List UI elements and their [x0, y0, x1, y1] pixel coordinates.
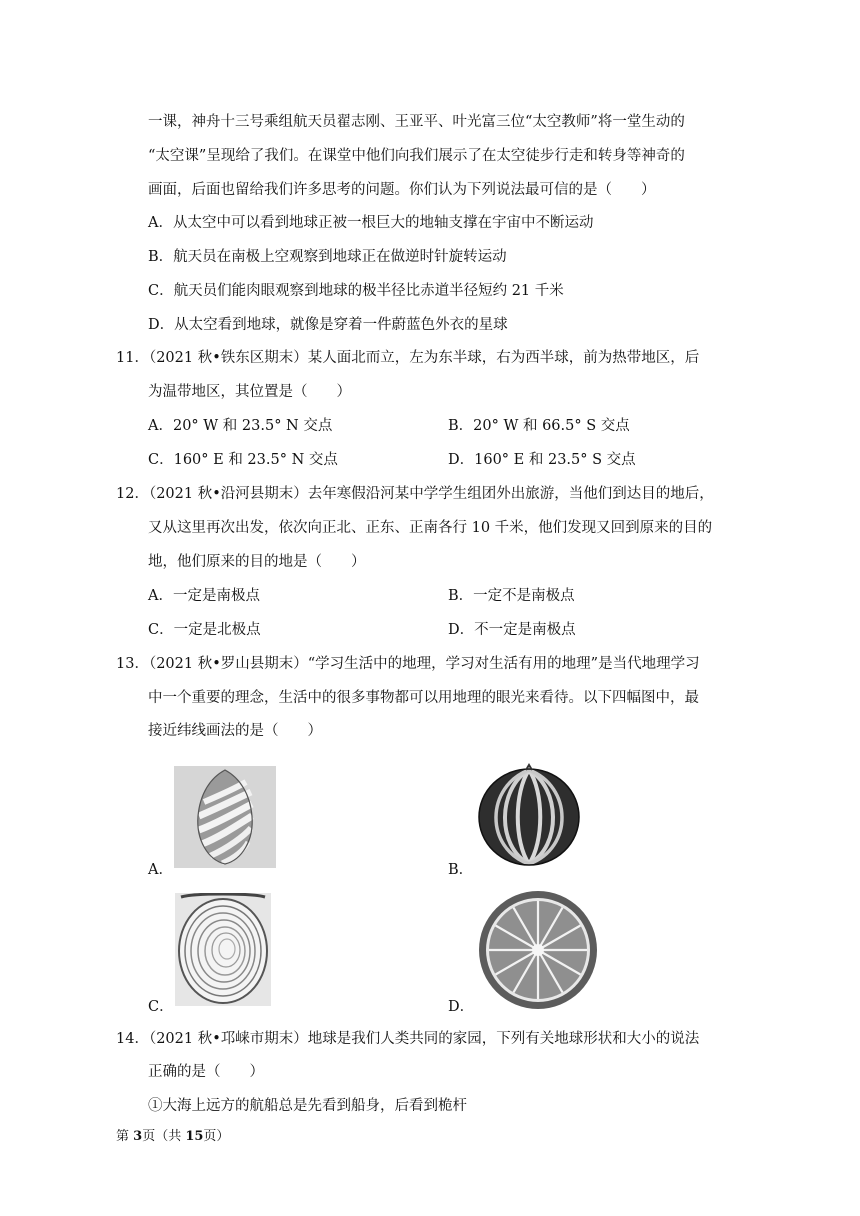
- q12-text-line-3: 地，他们原来的目的地是（ ）: [148, 554, 366, 570]
- footer-prefix: 第: [116, 1129, 134, 1144]
- q12-option-a[interactable]: A．一定是南极点: [148, 588, 260, 604]
- q12-option-c[interactable]: C．一定是北极点: [148, 622, 261, 638]
- q13-text-line-1: 13．（2021 秋•罗山县期末）“学习生活中的地理，学习对生活有用的地理”是当代地理学习: [116, 656, 700, 672]
- footer-page-number: 3: [133, 1129, 143, 1144]
- q10-text-line-3: 画面，后面也留给我们许多思考的问题。你们认为下列说法最可信的是（ ）: [148, 182, 656, 198]
- orange-slice-image[interactable]: [476, 888, 600, 1012]
- q13-text-line-2: 中一个重要的理念，生活中的很多事物都可以用地理的眼光来看待。以下四幅图中，最: [148, 690, 699, 706]
- q12-text-line-1: 12．（2021 秋•沿河县期末）去年寒假沿河某中学学生组团外出旅游，当他们到达目的地后，: [116, 486, 714, 502]
- q10-option-b[interactable]: B．航天员在南极上空观察到地球正在做逆时针旋转运动: [148, 249, 507, 265]
- q10-text-line-1: 一课，神舟十三号乘组航天员翟志刚、王亚平、叶光富三位“太空教师”将一堂生动的: [148, 114, 685, 130]
- q11-option-a[interactable]: A．20° W 和 23.5° N 交点: [148, 418, 333, 434]
- watermelon-image[interactable]: [476, 762, 582, 868]
- q13-option-c-label[interactable]: C．: [148, 999, 174, 1015]
- q10-option-a[interactable]: A．从太空中可以看到地球正被一根巨大的地轴支撑在宇宙中不断运动: [148, 215, 594, 231]
- footer-suffix: 页）: [203, 1129, 230, 1144]
- q11-option-b[interactable]: B．20° W 和 66.5° S 交点: [448, 418, 630, 434]
- q11-option-c[interactable]: C．160° E 和 23.5° N 交点: [148, 452, 338, 468]
- q14-text-line-2: 正确的是（ ）: [148, 1064, 264, 1080]
- footer-total-pages: 15: [185, 1129, 204, 1144]
- q11-option-d[interactable]: D．160° E 和 23.5° S 交点: [448, 452, 636, 468]
- footer-middle: 页（共: [142, 1129, 186, 1144]
- q11-text-line-2: 为温带地区，其位置是（ ）: [148, 384, 351, 400]
- q11-text-line-1: 11．（2021 秋•铁东区期末）某人面北而立，左为东半球，右为西半球，前为热带地区，后: [116, 350, 700, 366]
- q12-option-b[interactable]: B．一定不是南极点: [448, 588, 575, 604]
- q10-option-c[interactable]: C．航天员们能肉眼观察到地球的极半径比赤道半径短约 21 千米: [148, 283, 564, 299]
- q13-option-b-label[interactable]: B．: [448, 862, 474, 878]
- q10-option-d[interactable]: D．从太空看到地球，就像是穿着一件蔚蓝色外衣的星球: [148, 317, 508, 333]
- q14-text-line-1: 14．（2021 秋•邛崃市期末）地球是我们人类共同的家园，下列有关地球形状和大小的说法: [116, 1031, 700, 1047]
- q13-text-line-3: 接近纬线画法的是（ ）: [148, 723, 322, 739]
- onion-slice-image[interactable]: [175, 893, 271, 1006]
- q13-option-a-label[interactable]: A．: [148, 862, 173, 878]
- q12-text-line-2: 又从这里再次出发，依次向正北、正东、正南各行 10 千米，他们发现又回到原来的目的: [148, 520, 713, 536]
- q10-text-line-2: “太空课”呈现给了我们。在课堂中他们向我们展示了在太空徒步行走和转身等神奇的: [148, 148, 685, 164]
- spiral-fruit-image[interactable]: [174, 766, 276, 868]
- q14-item-1: ①大海上远方的航船总是先看到船身，后看到桅杆: [148, 1098, 467, 1114]
- page-footer: [116, 1128, 229, 1146]
- q13-option-d-label[interactable]: D．: [448, 999, 475, 1015]
- q12-option-d[interactable]: D．不一定是南极点: [448, 622, 576, 638]
